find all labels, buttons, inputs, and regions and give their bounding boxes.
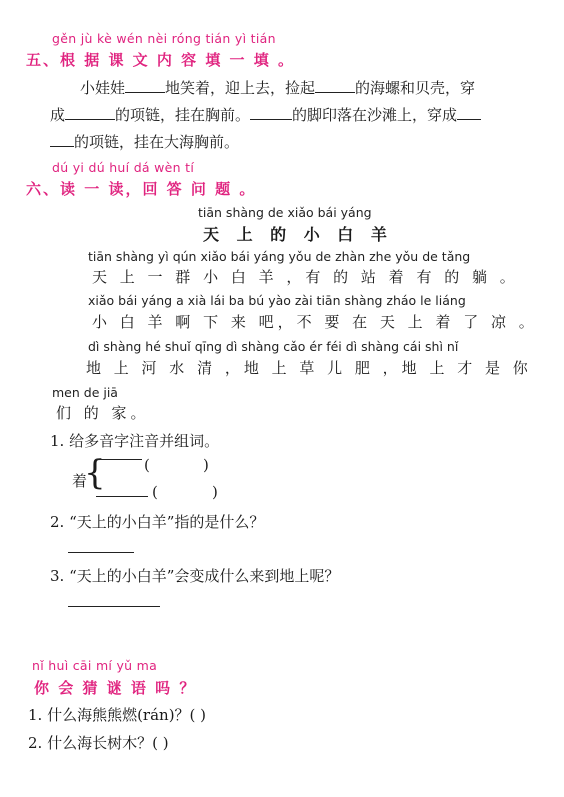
paren-close: ) <box>212 483 218 501</box>
answer-blank[interactable] <box>68 606 160 607</box>
fill-text: 地笑着，迎上去，捡起 <box>165 79 316 97</box>
section5-line1 <box>80 77 475 98</box>
fill-blank[interactable] <box>315 78 355 93</box>
answer-blank[interactable] <box>96 496 148 497</box>
fill-text: 的海螺和贝壳，穿 <box>355 79 476 97</box>
answer-blank[interactable] <box>96 459 142 460</box>
fill-blank[interactable] <box>250 105 292 120</box>
fill-text: 小娃娃 <box>80 79 126 97</box>
poem-title-pinyin: tiān shàng de xiǎo bái yáng <box>198 205 372 220</box>
riddle-2: 2. 什么海长树木？( ) <box>28 734 169 752</box>
poem-text-line: 小 白 羊 啊 下 来 吧，不 要 在 天 上 着 了 凉 。 <box>92 313 538 331</box>
brace-icon: { <box>84 453 106 493</box>
question-1: 1. 给多音字注音并组词。 <box>50 432 220 450</box>
poem-text-line: 天 上 一 群 小 白 羊 ，有 的 站 着 有 的 躺 。 <box>92 268 519 286</box>
poem-title: 天 上 的 小 白 羊 <box>203 225 393 244</box>
fill-text: 的项链，挂在大海胸前。 <box>74 133 240 151</box>
question-3: 3. “天上的小白羊”会变成什么来到地上呢？ <box>50 567 340 585</box>
riddle-1: 1. 什么海熊熊燃(rán)？( ) <box>28 706 207 724</box>
paren-open: ( <box>152 483 158 501</box>
poem-text-line: 地 上 河 水 清 ，地 上 草 儿 肥 ，地 上 才 是 你 <box>86 359 532 377</box>
fill-blank[interactable] <box>65 105 115 120</box>
riddle-heading: 你 会 猜 谜 语 吗 ？ <box>34 679 197 697</box>
section6-pinyin: dú yi dú huí dá wèn tí <box>52 160 195 175</box>
fill-text: 成 <box>50 106 66 124</box>
poem-pinyin-line: tiān shàng yì qún xiǎo bái yáng yǒu de zhàn zhe yǒu de tǎng <box>88 249 471 264</box>
paren-close: ) <box>203 456 209 474</box>
fill-text: 的脚印落在沙滩上，穿成 <box>292 106 458 124</box>
poem-pinyin-line: dì shàng hé shuǐ qīng dì shàng cǎo ér féi dì shàng cái shì nǐ <box>88 339 459 354</box>
fill-blank[interactable] <box>457 105 481 120</box>
section5-heading: 五、根 据 课 文 内 容 填 一 填 。 <box>26 51 296 69</box>
paren-open: ( <box>144 456 150 474</box>
section5-pinyin: gěn jù kè wén nèi róng tián yì tián <box>52 31 276 46</box>
polyphone-char: 着 <box>72 472 88 490</box>
question-2: 2. “天上的小白羊”指的是什么？ <box>50 513 265 531</box>
poem-pinyin-line: men de jiā <box>52 385 118 400</box>
poem-pinyin-line: xiǎo bái yáng a xià lái ba bú yào zài tiān shàng zháo le liáng <box>88 293 466 308</box>
poem-text-line: 们 的 家。 <box>56 404 150 422</box>
section5-line2 <box>50 104 481 125</box>
riddle-pinyin: nǐ huì cāi mí yǔ ma <box>32 658 158 673</box>
section6-heading: 六、读 一 读，回 答 问 题 。 <box>26 180 257 198</box>
fill-blank[interactable] <box>50 132 74 147</box>
fill-blank[interactable] <box>125 78 165 93</box>
answer-blank[interactable] <box>68 552 134 553</box>
section5-line3 <box>50 131 239 152</box>
fill-text: 的项链，挂在胸前。 <box>115 106 251 124</box>
